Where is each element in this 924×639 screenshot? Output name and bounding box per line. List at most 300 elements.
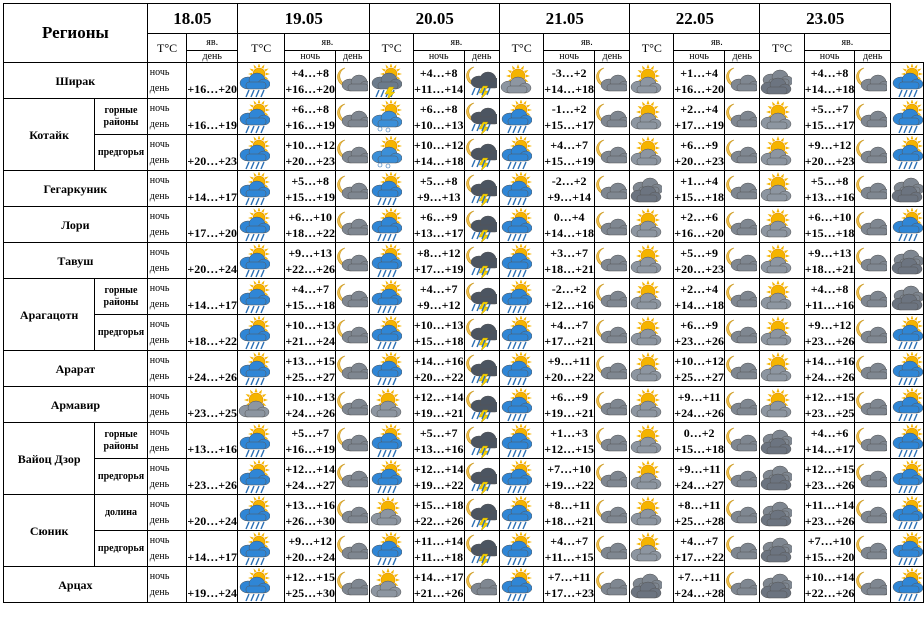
night-icon-cell	[336, 171, 370, 207]
day-icon-cell	[238, 387, 285, 423]
day-icon-cell	[370, 351, 413, 387]
sun-cloud-icon	[760, 316, 803, 350]
temperature-cell: +5…+8 +13…+16	[804, 171, 855, 207]
rain-sun-icon	[370, 460, 412, 494]
night-icon-cell	[855, 99, 891, 135]
temperature-cell: +4…+8 +16…+20	[285, 63, 336, 99]
night-icon-cell	[594, 423, 629, 459]
rain-sun-icon	[891, 424, 923, 458]
subregion-name: предгорья	[95, 315, 148, 351]
day-icon-cell	[760, 423, 804, 459]
night-icon-cell	[464, 387, 499, 423]
region-row	[4, 387, 924, 423]
region-row	[4, 135, 924, 171]
region-name: Гегаркуник	[4, 171, 148, 207]
night-icon-cell	[724, 135, 759, 171]
rain-sun-icon	[500, 568, 543, 602]
night-icon-cell	[724, 423, 759, 459]
temperature-cell: +9…+12 +23…+26	[804, 315, 855, 351]
temperature-cell: +5…+8 +9…+13	[413, 171, 464, 207]
moon-cloud-icon	[725, 244, 759, 278]
night-icon-cell	[855, 135, 891, 171]
day-icon-cell	[760, 459, 804, 495]
moon-cloud-icon	[855, 496, 890, 530]
moon-cloud-icon	[595, 280, 629, 314]
night-icon-cell	[336, 243, 370, 279]
day-icon-cell	[499, 387, 543, 423]
night-icon-cell	[464, 171, 499, 207]
day-icon-cell	[238, 135, 285, 171]
region-row	[4, 315, 924, 351]
temperature-cell: +4…+6 +14…+17	[804, 423, 855, 459]
temperature-cell: +17…+20	[187, 207, 238, 243]
moon-cloud-icon	[725, 496, 759, 530]
day-icon-cell	[499, 207, 543, 243]
moon-cloud-icon	[855, 280, 890, 314]
moon-cloud-icon	[725, 100, 759, 134]
day-icon-cell	[891, 567, 924, 603]
moon-cloud-icon	[336, 100, 369, 134]
day-icon-cell	[499, 459, 543, 495]
moon-storm-icon	[465, 100, 499, 134]
cloud-icon	[891, 244, 923, 278]
sun-cloud-icon	[630, 280, 673, 314]
day-icon-cell	[630, 135, 674, 171]
temperature-cell: +12…+15 +23…+25	[804, 387, 855, 423]
night-icon-cell	[594, 135, 629, 171]
moon-cloud-icon	[465, 568, 499, 602]
temperature-cell: +14…+16 +20…+22	[413, 351, 464, 387]
night-icon-cell	[855, 387, 891, 423]
moon-cloud-icon	[725, 208, 759, 242]
temp-header: T°C	[238, 34, 285, 63]
region-row	[4, 531, 924, 567]
night-icon-cell	[594, 171, 629, 207]
date-header: 23.05	[760, 4, 891, 34]
subregion-name: предгорья	[95, 135, 148, 171]
day-icon-cell	[238, 531, 285, 567]
night-icon-cell	[855, 567, 891, 603]
temperature-cell: +6…+9 +20…+23	[674, 135, 725, 171]
temperature-cell: +2…+6 +16…+20	[674, 207, 725, 243]
night-icon-cell	[855, 243, 891, 279]
day-icon-cell	[370, 387, 413, 423]
region-row	[4, 243, 924, 279]
moon-cloud-icon	[336, 424, 369, 458]
moon-storm-icon	[465, 244, 499, 278]
rain-sun-icon	[500, 100, 543, 134]
sun-cloud-icon	[630, 316, 673, 350]
temperature-cell: +6…+8 +10…+13	[413, 99, 464, 135]
time-of-day: ночь день	[147, 99, 187, 135]
moon-cloud-icon	[336, 568, 369, 602]
night-icon-cell	[336, 207, 370, 243]
rain-sun-icon	[238, 568, 284, 602]
cloud-icon	[630, 568, 673, 602]
temperature-cell: +12…+14 +24…+27	[285, 459, 336, 495]
day-icon-cell	[630, 171, 674, 207]
day-icon-cell	[760, 63, 804, 99]
day-icon-cell	[891, 495, 924, 531]
rain-sun-icon	[370, 424, 412, 458]
sun-cloud-icon	[760, 136, 803, 170]
time-of-day: ночь день	[147, 531, 187, 567]
night-icon-cell	[464, 459, 499, 495]
rain-sun-icon	[891, 208, 923, 242]
night-icon-cell	[724, 387, 759, 423]
day-icon-cell	[760, 531, 804, 567]
night-icon-cell	[464, 207, 499, 243]
region-name: Арарат	[4, 351, 148, 387]
temperature-cell: +13…+16 +26…+30	[285, 495, 336, 531]
time-of-day: ночь день	[147, 495, 187, 531]
night-icon-cell	[855, 279, 891, 315]
temp-header: T°C	[147, 34, 187, 63]
rain-sun-icon	[238, 244, 284, 278]
day-icon-cell	[499, 495, 543, 531]
temperature-cell: +14…+17	[187, 279, 238, 315]
night-icon-cell	[594, 99, 629, 135]
cloud-icon	[760, 496, 803, 530]
phen-header: яв.	[285, 34, 370, 51]
rain-sun-icon	[238, 172, 284, 206]
night-icon-cell	[855, 459, 891, 495]
sun-cloud-icon	[760, 388, 803, 422]
temperature-cell: 0…+4 +14…+18	[544, 207, 595, 243]
temperature-cell: +4…+7 +17…+21	[544, 315, 595, 351]
moon-cloud-icon	[725, 460, 759, 494]
day-header: день	[464, 51, 499, 63]
temperature-cell: +12…+15 +25…+30	[285, 567, 336, 603]
day-icon-cell	[238, 171, 285, 207]
temperature-cell: +10…+13 +24…+26	[285, 387, 336, 423]
temperature-cell: +9…+13 +22…+26	[285, 243, 336, 279]
moon-storm-icon	[465, 532, 499, 566]
snow-sun-icon	[370, 136, 412, 170]
day-icon-cell	[630, 207, 674, 243]
night-icon-cell	[336, 135, 370, 171]
day-icon-cell	[891, 459, 924, 495]
phen-header: яв.	[804, 34, 890, 51]
moon-cloud-icon	[595, 316, 629, 350]
day-icon-cell	[370, 99, 413, 135]
rain-sun-icon	[500, 208, 543, 242]
temperature-cell: +10…+12 +20…+23	[285, 135, 336, 171]
temperature-cell: +14…+17	[187, 171, 238, 207]
night-icon-cell	[594, 315, 629, 351]
temperature-cell: +20…+23	[187, 135, 238, 171]
night-icon-cell	[855, 423, 891, 459]
time-of-day: ночь день	[147, 207, 187, 243]
cloud-icon	[630, 172, 673, 206]
sun-cloud-icon	[630, 532, 673, 566]
sun-cloud-icon	[630, 424, 673, 458]
moon-cloud-icon	[595, 388, 629, 422]
day-icon-cell	[760, 351, 804, 387]
time-of-day: ночь день	[147, 459, 187, 495]
night-icon-cell	[594, 279, 629, 315]
temperature-cell: +1…+4 +16…+20	[674, 63, 725, 99]
night-icon-cell	[464, 423, 499, 459]
temperature-cell: +2…+4 +14…+18	[674, 279, 725, 315]
moon-cloud-icon	[855, 100, 890, 134]
rain-sun-icon	[891, 352, 923, 386]
time-of-day: ночь день	[147, 243, 187, 279]
rain-sun-icon	[238, 64, 284, 98]
day-icon-cell	[499, 423, 543, 459]
night-icon-cell	[464, 99, 499, 135]
sun-cloud-icon	[630, 136, 673, 170]
subregion-name: горные районы	[95, 99, 148, 135]
temperature-cell: +5…+9 +20…+23	[674, 243, 725, 279]
region-name: Тавуш	[4, 243, 148, 279]
day-icon-cell	[630, 315, 674, 351]
rain-sun-icon	[500, 496, 543, 530]
temperature-cell: +9…+12 +20…+23	[804, 135, 855, 171]
sun-cloud-icon	[760, 352, 803, 386]
temperature-cell: +10…+12 +25…+27	[674, 351, 725, 387]
moon-cloud-icon	[595, 136, 629, 170]
temperature-cell: -1…+2 +15…+17	[544, 99, 595, 135]
night-icon-cell	[336, 99, 370, 135]
night-icon-cell	[855, 351, 891, 387]
day-header: день	[855, 51, 891, 63]
time-of-day: ночь день	[147, 351, 187, 387]
rain-sun-icon	[370, 352, 412, 386]
snow-sun-icon	[370, 100, 412, 134]
rain-sun-icon	[500, 136, 543, 170]
temperature-cell: +1…+4 +15…+18	[674, 171, 725, 207]
night-icon-cell	[464, 351, 499, 387]
date-header: 19.05	[238, 4, 370, 34]
time-of-day: ночь день	[147, 423, 187, 459]
moon-cloud-icon	[336, 388, 369, 422]
rain-sun-icon	[370, 172, 412, 206]
region-row	[4, 495, 924, 531]
temperature-cell: +8…+11 +25…+28	[674, 495, 725, 531]
sun-cloud-icon	[370, 388, 412, 422]
day-icon-cell	[370, 135, 413, 171]
day-icon-cell	[630, 495, 674, 531]
night-icon-cell	[855, 495, 891, 531]
night-icon-cell	[594, 567, 629, 603]
night-icon-cell	[336, 315, 370, 351]
day-icon-cell	[499, 63, 543, 99]
night-icon-cell	[464, 495, 499, 531]
day-icon-cell	[499, 243, 543, 279]
night-icon-cell	[336, 387, 370, 423]
day-icon-cell	[630, 387, 674, 423]
night-icon-cell	[594, 207, 629, 243]
temperature-cell: +20…+24	[187, 495, 238, 531]
forecast-table	[3, 3, 924, 603]
temperature-cell: +5…+7 +15…+17	[804, 99, 855, 135]
phen-header: яв.	[674, 34, 760, 51]
night-icon-cell	[594, 387, 629, 423]
day-icon-cell	[370, 495, 413, 531]
day-icon-cell	[370, 279, 413, 315]
temperature-cell: +23…+25	[187, 387, 238, 423]
regions-header: Регионы	[4, 4, 148, 63]
region-row	[4, 423, 924, 459]
sun-cloud-icon	[238, 388, 284, 422]
moon-cloud-icon	[725, 532, 759, 566]
temperature-cell: +10…+13 +21…+24	[285, 315, 336, 351]
rain-sun-icon	[370, 316, 412, 350]
night-icon-cell	[336, 531, 370, 567]
temperature-cell: +9…+11 +24…+27	[674, 459, 725, 495]
day-icon-cell	[499, 531, 543, 567]
rain-sun-icon	[500, 316, 543, 350]
temperature-cell: +5…+7 +16…+19	[285, 423, 336, 459]
day-icon-cell	[370, 243, 413, 279]
night-icon-cell	[336, 279, 370, 315]
night-icon-cell	[724, 279, 759, 315]
night-icon-cell	[855, 63, 891, 99]
region-row	[4, 279, 924, 315]
day-icon-cell	[238, 99, 285, 135]
temperature-cell: +23…+26	[187, 459, 238, 495]
night-icon-cell	[724, 459, 759, 495]
night-icon-cell	[855, 207, 891, 243]
day-icon-cell	[760, 207, 804, 243]
temperature-cell: +14…+17 +21…+26	[413, 567, 464, 603]
rain-sun-icon	[238, 460, 284, 494]
cloud-icon	[891, 172, 923, 206]
moon-cloud-icon	[855, 352, 890, 386]
night-header: ночь	[674, 51, 725, 63]
rain-sun-icon	[891, 460, 923, 494]
temperature-cell: +8…+12 +17…+19	[413, 243, 464, 279]
rain-sun-icon	[238, 136, 284, 170]
rain-sun-icon	[500, 388, 543, 422]
storm-sun-icon	[370, 64, 412, 98]
night-icon-cell	[855, 531, 891, 567]
rain-sun-icon	[891, 532, 923, 566]
night-icon-cell	[855, 171, 891, 207]
rain-sun-icon	[891, 316, 923, 350]
moon-cloud-icon	[336, 208, 369, 242]
date-header: 20.05	[370, 4, 499, 34]
moon-storm-icon	[465, 388, 499, 422]
temperature-cell: +9…+12 +20…+24	[285, 531, 336, 567]
temperature-cell: +4…+7 +9…+12	[413, 279, 464, 315]
temperature-cell: +6…+10 +18…+22	[285, 207, 336, 243]
moon-storm-icon	[465, 352, 499, 386]
moon-cloud-icon	[725, 280, 759, 314]
moon-cloud-icon	[855, 316, 890, 350]
moon-cloud-icon	[595, 460, 629, 494]
temp-header: T°C	[370, 34, 413, 63]
night-icon-cell	[724, 171, 759, 207]
rain-sun-icon	[891, 136, 923, 170]
day-header: день	[724, 51, 759, 63]
rain-sun-icon	[500, 460, 543, 494]
night-icon-cell	[336, 459, 370, 495]
temperature-cell: +10…+14 +22…+26	[804, 567, 855, 603]
day-icon-cell	[891, 387, 924, 423]
rain-sun-icon	[500, 244, 543, 278]
night-icon-cell	[724, 531, 759, 567]
rain-sun-icon	[891, 64, 923, 98]
temperature-cell: +4…+8 +14…+18	[804, 63, 855, 99]
rain-sun-icon	[500, 352, 543, 386]
day-icon-cell	[760, 171, 804, 207]
moon-cloud-icon	[855, 136, 890, 170]
moon-cloud-icon	[595, 172, 629, 206]
moon-storm-icon	[465, 460, 499, 494]
day-icon-cell	[499, 171, 543, 207]
day-icon-cell	[630, 423, 674, 459]
temperature-cell: +11…+14 +23…+26	[804, 495, 855, 531]
sun-cloud-icon	[760, 244, 803, 278]
cloud-icon	[760, 568, 803, 602]
night-icon-cell	[724, 351, 759, 387]
night-icon-cell	[724, 495, 759, 531]
day-icon-cell	[370, 171, 413, 207]
moon-storm-icon	[465, 64, 499, 98]
region-name: Сюник	[4, 495, 95, 567]
cloud-icon	[760, 460, 803, 494]
night-icon-cell	[724, 99, 759, 135]
temperature-cell: +8…+11 +18…+21	[544, 495, 595, 531]
phen-header: яв.	[544, 34, 630, 51]
date-header: 22.05	[630, 4, 760, 34]
moon-cloud-icon	[855, 568, 890, 602]
temperature-cell: +10…+12 +14…+18	[413, 135, 464, 171]
region-name: Арцах	[4, 567, 148, 603]
temperature-cell: +5…+8 +15…+19	[285, 171, 336, 207]
region-row	[4, 171, 924, 207]
time-of-day: ночь день	[147, 279, 187, 315]
temperature-cell: +4…+7 +17…+22	[674, 531, 725, 567]
temperature-cell: +24…+26	[187, 351, 238, 387]
day-icon-cell	[370, 63, 413, 99]
moon-cloud-icon	[725, 388, 759, 422]
rain-sun-icon	[238, 352, 284, 386]
night-icon-cell	[724, 207, 759, 243]
day-icon-cell	[630, 531, 674, 567]
moon-cloud-icon	[725, 568, 759, 602]
moon-cloud-icon	[336, 172, 369, 206]
day-icon-cell	[760, 279, 804, 315]
night-icon-cell	[464, 279, 499, 315]
night-icon-cell	[724, 243, 759, 279]
temperature-cell: +4…+7 +15…+19	[544, 135, 595, 171]
region-row	[4, 459, 924, 495]
rain-sun-icon	[891, 496, 923, 530]
temperature-cell: -3…+2 +14…+18	[544, 63, 595, 99]
day-icon-cell	[238, 459, 285, 495]
subregion-name: горные районы	[95, 279, 148, 315]
day-icon-cell	[238, 63, 285, 99]
rain-sun-icon	[500, 532, 543, 566]
moon-cloud-icon	[855, 208, 890, 242]
moon-cloud-icon	[595, 424, 629, 458]
day-icon-cell	[891, 135, 924, 171]
temperature-cell: +4…+7 +11…+15	[544, 531, 595, 567]
day-icon-cell	[760, 495, 804, 531]
moon-cloud-icon	[855, 532, 890, 566]
night-icon-cell	[594, 495, 629, 531]
cloud-icon	[760, 532, 803, 566]
sun-cloud-icon	[630, 388, 673, 422]
rain-sun-icon	[500, 280, 543, 314]
subregion-name: горные районы	[95, 423, 148, 459]
day-icon-cell	[891, 279, 924, 315]
moon-cloud-icon	[595, 568, 629, 602]
temperature-cell: +14…+16 +24…+26	[804, 351, 855, 387]
